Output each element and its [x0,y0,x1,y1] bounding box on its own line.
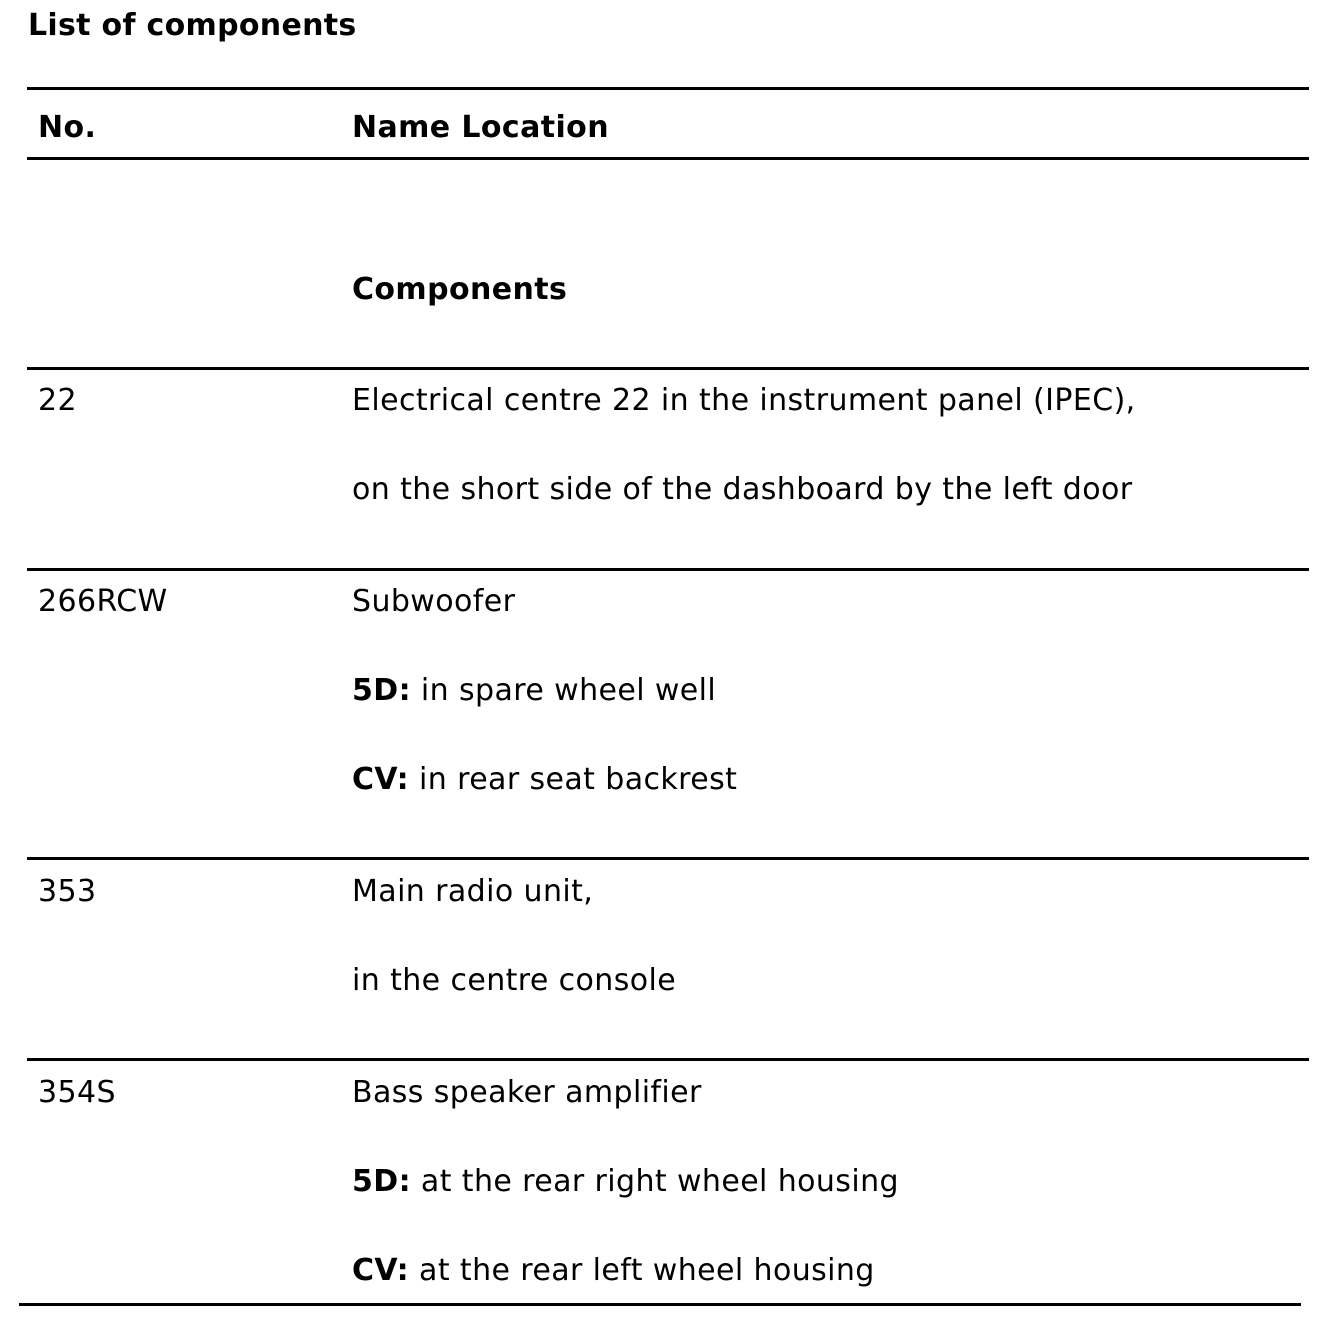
row-line-text: in the centre console [352,963,677,998]
row-line-prefix: 5D: [352,1164,411,1199]
table-bottom-rule [19,1303,1301,1306]
row-line [352,872,593,912]
header-rule [27,157,1309,160]
row-rule [27,1058,1309,1061]
row-line [352,1073,702,1113]
section-rule [27,367,1309,370]
row-line [352,671,716,711]
row-no: 22 [38,383,77,418]
row-no: 354S [38,1075,116,1110]
page-title: List of components [28,8,357,43]
row-line-text: Main radio unit, [352,874,594,909]
row-line-text: Bass speaker amplifier [352,1075,702,1110]
row-line-text: in rear seat backrest [409,762,738,797]
row-line [352,381,1136,421]
row-line [352,760,737,800]
section-heading: Components [352,272,568,307]
header-name-location: Name Location [352,110,609,145]
row-rule [27,857,1309,860]
row-line-prefix: 5D: [352,673,411,708]
row-line-text: in spare wheel well [410,673,717,708]
table-top-rule [27,87,1309,90]
row-rule [27,568,1309,571]
row-line [352,1251,875,1291]
row-line-text: Subwoofer [352,584,516,619]
row-line-text: on the short side of the dashboard by the left door [352,472,1133,507]
row-line-prefix: CV: [352,762,410,797]
row-line-text: at the rear right wheel housing [410,1164,899,1199]
row-no: 353 [38,874,97,909]
row-line-text: at the rear left wheel housing [409,1253,875,1288]
row-line [352,961,676,1001]
header-no: No. [38,110,97,145]
row-line [352,1162,899,1202]
row-line [352,470,1132,510]
row-line-text: Electrical centre 22 in the instrument panel (IPEC), [352,383,1136,418]
row-no: 266RCW [38,584,168,619]
row-line [352,582,515,622]
row-line-prefix: CV: [352,1253,410,1288]
